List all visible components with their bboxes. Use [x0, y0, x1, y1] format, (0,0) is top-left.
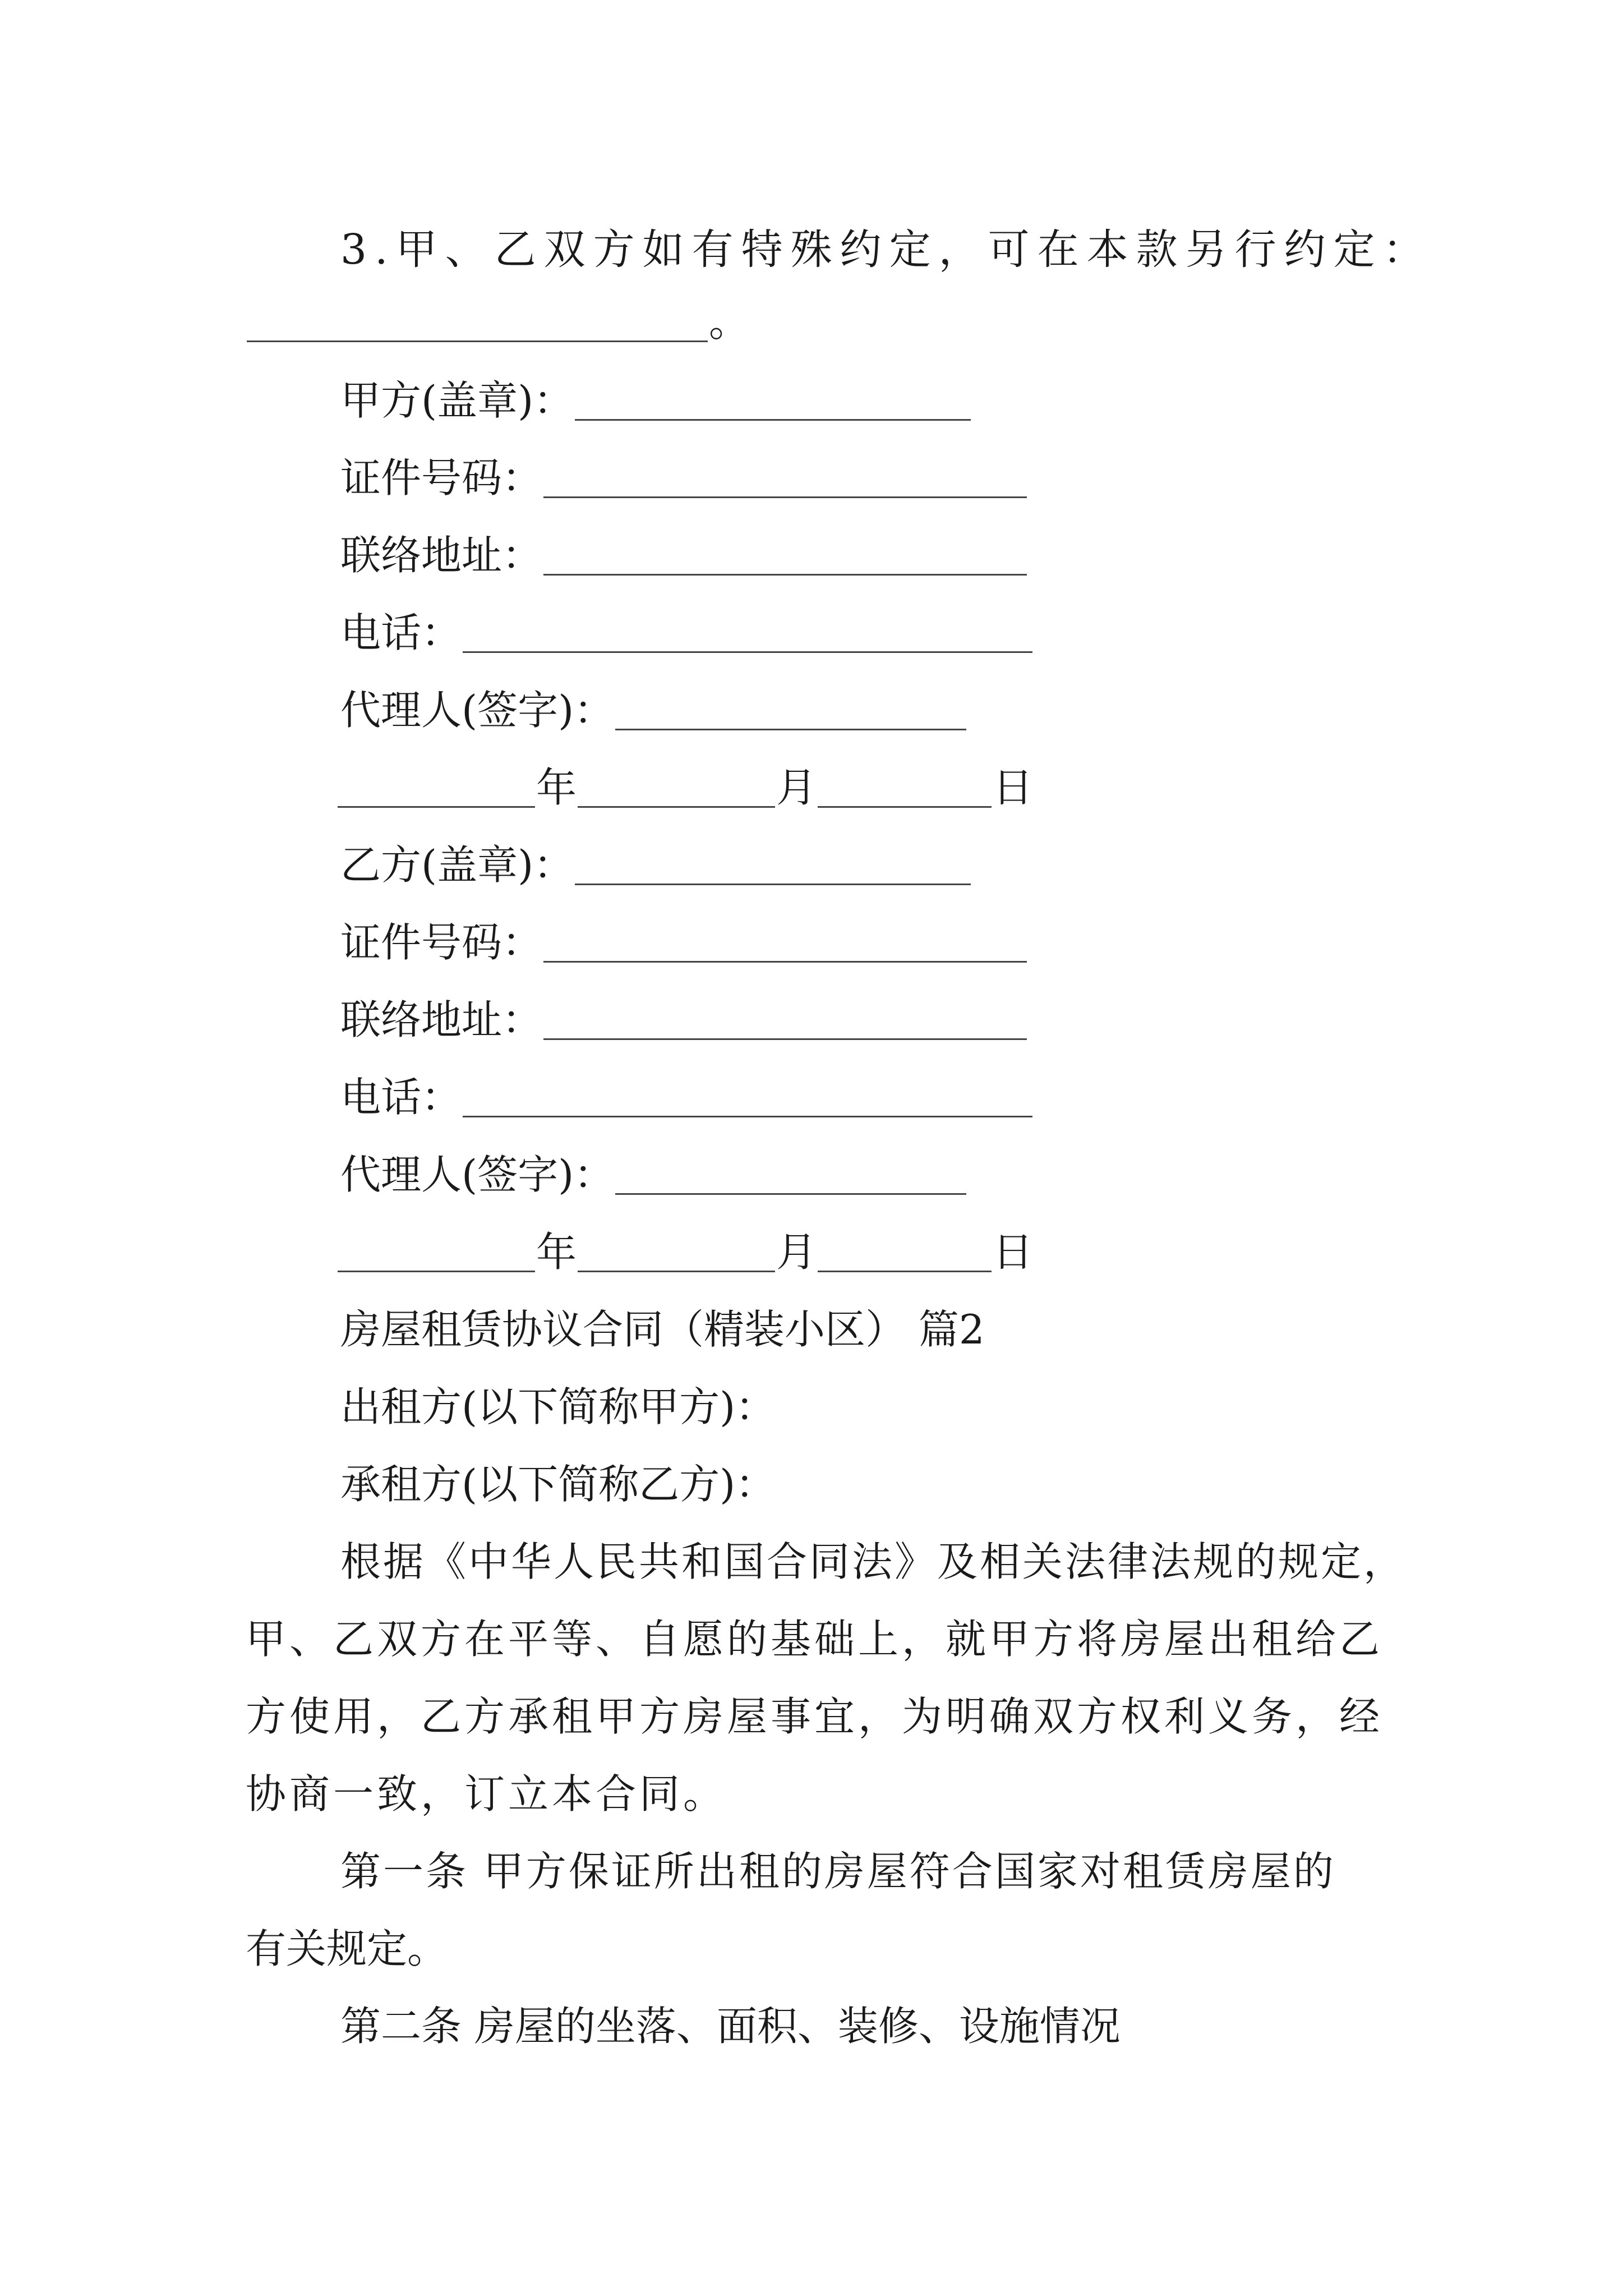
- clause-3-period: 。: [709, 298, 750, 346]
- section-2-title-line: [340, 1288, 985, 1353]
- party-a-phone-label: 电话：: [340, 609, 462, 656]
- party-a-agent-label: 代理人(签字)：: [340, 687, 615, 734]
- party-a-phone-blank[interactable]: [463, 614, 1032, 653]
- party-b-day-blank[interactable]: [818, 1234, 992, 1272]
- lessor-line: [340, 1365, 776, 1430]
- preamble-line-4: [246, 1752, 727, 1818]
- party-b-phone-line: [340, 1056, 1034, 1121]
- party-a-address-label: 联络地址：: [340, 532, 543, 579]
- party-b-seal-line: [340, 823, 972, 889]
- party-a-address-line: [340, 514, 1028, 579]
- preamble-text-3: 方使用，乙方承租甲方房屋事宜，为明确双方权利义务，经: [246, 1693, 1384, 1740]
- article-1-line-1: [340, 1830, 1336, 1895]
- clause-3-line: [340, 209, 1432, 274]
- party-a-id-line: [340, 436, 1028, 501]
- party-a-id-label: 证件号码：: [340, 454, 543, 501]
- preamble-text-1: 根据《中华人民共和国合同法》及相关法律法规的规定，: [340, 1538, 1407, 1585]
- party-a-address-blank[interactable]: [543, 537, 1027, 576]
- party-a-seal-label: 甲方(盖章)：: [340, 377, 574, 424]
- clause-3-text: 3.甲、乙双方如有特殊约定，可在本款另行约定：: [340, 226, 1432, 274]
- lessee-label: 承租方(以下简称乙方)：: [340, 1461, 776, 1508]
- party-b-address-blank[interactable]: [543, 1001, 1027, 1040]
- section-2-title: 房屋租赁协议合同（精装小区） 篇2: [340, 1306, 985, 1353]
- party-a-seal-blank[interactable]: [575, 382, 971, 421]
- party-b-agent-line: [340, 1133, 967, 1198]
- lessee-line: [340, 1443, 776, 1508]
- preamble-text-4: 协商一致，订立本合同。: [246, 1770, 727, 1818]
- party-a-phone-line: [340, 591, 1034, 656]
- party-b-date-line: [336, 1211, 1034, 1276]
- party-a-year-label: 年: [536, 764, 577, 811]
- party-b-year-label: 年: [536, 1228, 577, 1276]
- lessor-label: 出租方(以下简称甲方)：: [340, 1383, 776, 1430]
- party-a-day-blank[interactable]: [818, 769, 992, 808]
- party-b-day-label: 日: [993, 1228, 1034, 1276]
- party-a-agent-line: [340, 669, 967, 734]
- article-1-text-2: 有关规定。: [246, 1925, 448, 1972]
- party-b-seal-label: 乙方(盖章)：: [340, 841, 574, 889]
- party-b-id-line: [340, 901, 1028, 966]
- clause-3-blank[interactable]: [247, 303, 708, 342]
- party-a-id-blank[interactable]: [543, 459, 1027, 498]
- party-a-month-blank[interactable]: [578, 769, 775, 808]
- article-1-line-2: [246, 1907, 448, 1972]
- party-b-phone-blank[interactable]: [463, 1079, 1032, 1117]
- party-b-phone-label: 电话：: [340, 1074, 462, 1121]
- party-b-agent-blank[interactable]: [615, 1156, 966, 1195]
- party-b-address-line: [340, 978, 1028, 1043]
- article-1-text-1: 第一条 甲方保证所出租的房屋符合国家对租赁房屋的: [340, 1848, 1336, 1895]
- party-b-address-label: 联络地址：: [340, 996, 543, 1043]
- party-a-date-line: [336, 746, 1034, 811]
- preamble-line-1: [340, 1520, 1407, 1585]
- party-b-year-blank[interactable]: [338, 1234, 535, 1272]
- party-a-seal-line: [340, 359, 972, 424]
- party-a-agent-blank[interactable]: [615, 692, 966, 730]
- party-b-month-blank[interactable]: [578, 1234, 775, 1272]
- clause-3-blank-line: [246, 280, 750, 346]
- party-a-year-blank[interactable]: [338, 769, 535, 808]
- article-2-line: [340, 1985, 1121, 2050]
- party-a-month-label: 月: [776, 764, 817, 811]
- party-b-seal-blank[interactable]: [575, 846, 971, 885]
- preamble-text-2: 甲、乙双方在平等、自愿的基础上，就甲方将房屋出租给乙: [246, 1616, 1384, 1663]
- article-2-text: 第二条 房屋的坐落、面积、装修、设施情况: [340, 2003, 1121, 2050]
- party-b-id-blank[interactable]: [543, 924, 1027, 963]
- party-b-id-label: 证件号码：: [340, 919, 543, 966]
- party-b-agent-label: 代理人(签字)：: [340, 1151, 615, 1198]
- preamble-line-2: [246, 1598, 1384, 1663]
- party-a-day-label: 日: [993, 764, 1034, 811]
- party-b-month-label: 月: [776, 1228, 817, 1276]
- preamble-line-3: [246, 1675, 1384, 1740]
